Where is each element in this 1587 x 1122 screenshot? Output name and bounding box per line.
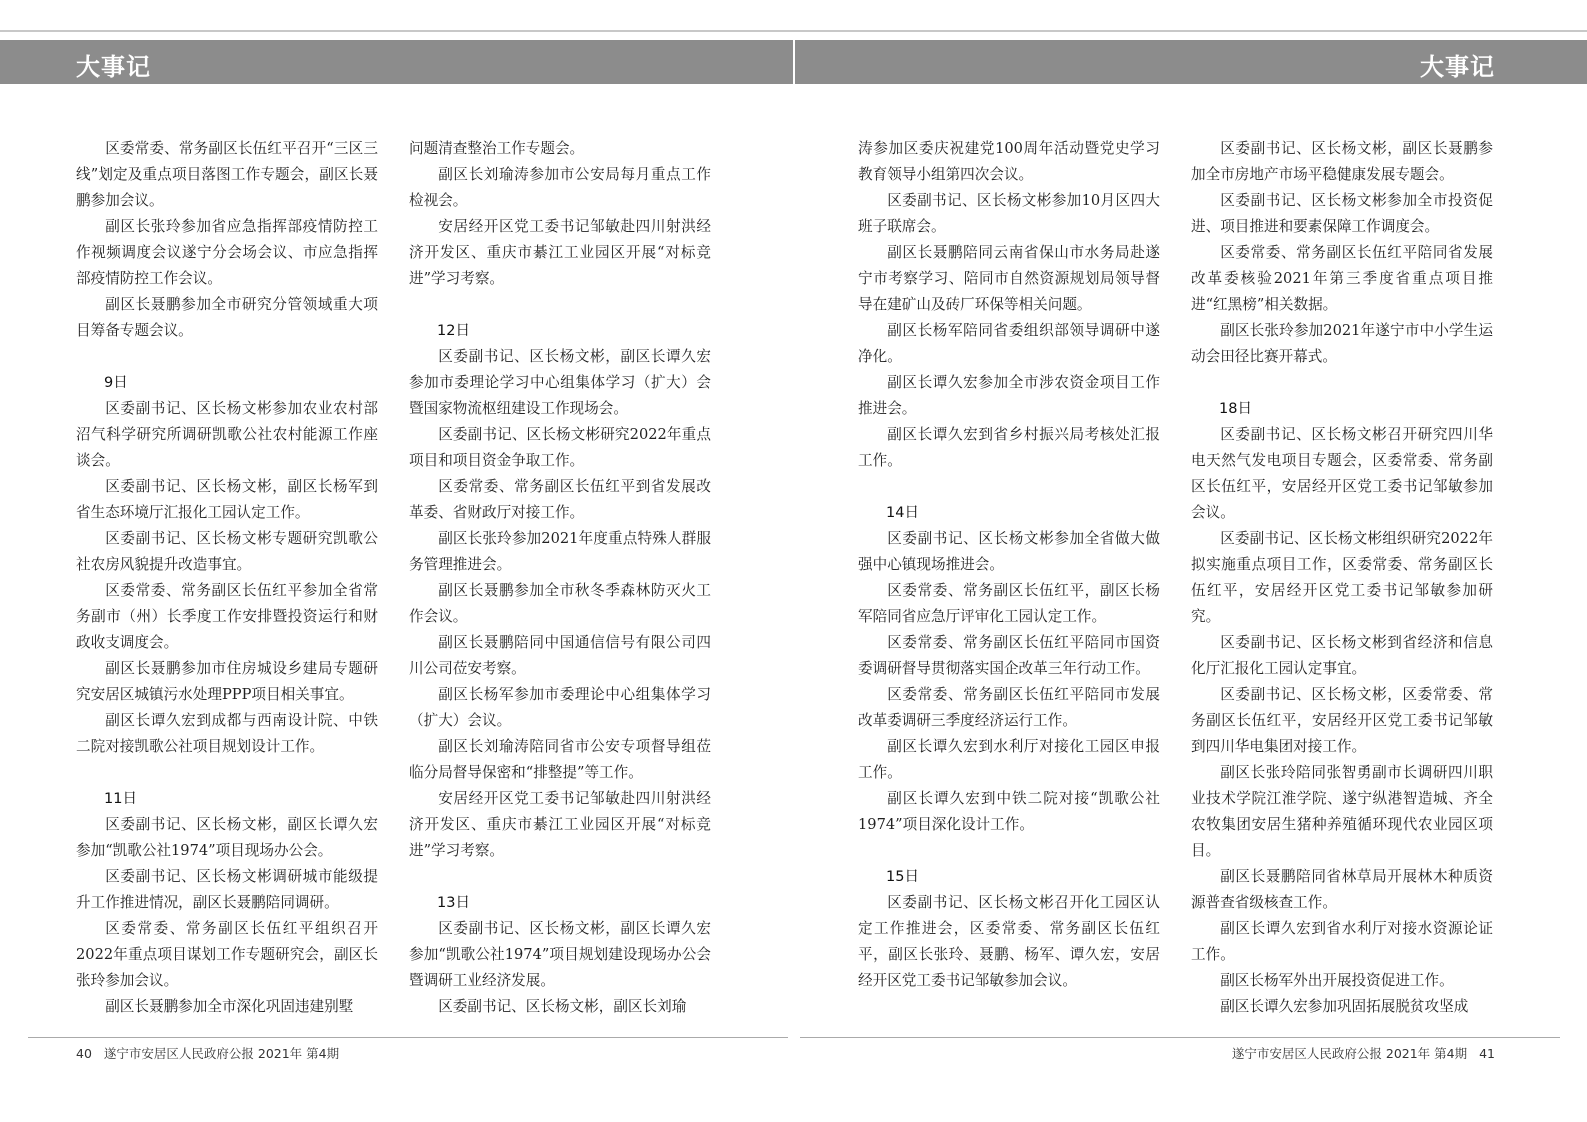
footer-publication-left: 遂宁市安居区人民政府公报 2021年 第4期 (103, 1046, 340, 1061)
entry-paragraph: 副区长杨军参加市委理论中心组集体学习（扩大）会议。 (409, 686, 711, 729)
entry-paragraph: 副区长谭久宏到省水利厅对接水资源论证工作。 (1191, 920, 1493, 963)
entry-paragraph: 区委常委、常务副区长伍红平陪同市发展改革委调研三季度经济运行工作。 (858, 686, 1160, 729)
entry-paragraph: 区委常委、常务副区长伍红平召开“三区三线”划定及重点项目落图工作专题会，副区长聂鹏参加会议。 (76, 140, 378, 209)
entry-paragraph: 副区长聂鹏陪同云南省保山市水务局赴遂宁市考察学习、陪同市自然资源规划局领导督导在建矿山及砖厂环保等相关问题。 (858, 244, 1160, 313)
entry-paragraph: 安居经开区党工委书记邹敏赴四川射洪经济开发区、重庆市綦江工业园区开展“对标竞进”学习考察。 (409, 790, 711, 859)
section-title-right: 大事记 (1420, 53, 1495, 81)
entry-paragraph: 副区长聂鹏参加全市深化巩固违建别墅 (105, 998, 354, 1015)
entry-paragraph: 区委副书记、区长杨文彬，区委常委、常务副区长伍红平，安居经开区党工委书记邹敏到四川华电集团对接工作。 (1191, 686, 1493, 755)
entry-paragraph: 安居经开区党工委书记邹敏赴四川射洪经济开发区、重庆市綦江工业园区开展“对标竞进”学习考察。 (409, 218, 711, 287)
entry-paragraph: 副区长杨军陪同省委组织部领导调研中遂净化。 (858, 322, 1160, 365)
date-heading: 14日 (886, 505, 919, 521)
date-heading: 12日 (437, 323, 470, 339)
entry-paragraph: 副区长聂鹏陪同中国通信信号有限公司四川公司莅安考察。 (409, 634, 711, 677)
text-column-4 (1191, 136, 1493, 1020)
entry-paragraph: 区委副书记、区长杨文彬召开研究四川华电天然气发电项目专题会，区委常委、常务副区长伍红平，安居经开区党工委书记邹敏参加会议。 (1191, 426, 1493, 521)
entry-paragraph: 区委副书记、区长杨文彬，副区长谭久宏参加“凯歌公社1974”项目规划建设现场办公会暨调研工业经济发展。 (409, 920, 711, 989)
entry-paragraph: 副区长谭久宏到中铁二院对接“凯歌公社1974”项目深化设计工作。 (858, 790, 1160, 833)
date-heading: 11日 (104, 791, 137, 807)
entry-paragraph: 区委副书记、区长杨文彬，副区长谭久宏参加“凯歌公社1974”项目现场办公会。 (76, 816, 378, 859)
section-title-left: 大事记 (76, 53, 151, 81)
page-number-right: 41 (1479, 1046, 1495, 1061)
entry-paragraph: 副区长谭久宏参加巩固拓展脱贫攻坚成 (1220, 998, 1469, 1015)
entry-paragraph: 区委常委、常务副区长伍红平，副区长杨军陪同省应急厅评审化工园认定工作。 (858, 582, 1160, 625)
entry-paragraph: 副区长刘瑜涛参加市公安局每月重点工作检视会。 (409, 166, 711, 209)
entry-paragraph: 区委副书记、区长杨文彬调研城市能级提升工作推进情况，副区长聂鹏陪同调研。 (76, 868, 378, 911)
entry-paragraph: 副区长谭久宏到省乡村振兴局考核处汇报工作。 (858, 426, 1160, 469)
footer-publication-right: 遂宁市安居区人民政府公报 2021年 第4期 (1231, 1046, 1468, 1061)
entry-paragraph: 区委副书记、区长杨文彬参加全省做大做强中心镇现场推进会。 (858, 530, 1160, 573)
entry-paragraph: 副区长杨军外出开展投资促进工作。 (1220, 972, 1454, 989)
entry-paragraph: 副区长谭久宏到成都与西南设计院、中铁二院对接凯歌公社项目规划设计工作。 (76, 712, 378, 755)
entry-paragraph: 区委副书记、区长杨文彬参加农业农村部沼气科学研究所调研凯歌公社农村能源工作座谈会。 (76, 400, 378, 469)
date-heading: 9日 (104, 375, 128, 391)
footer-left (76, 1044, 339, 1062)
entry-paragraph: 副区长聂鹏参加全市秋冬季森林防灭火工作会议。 (409, 582, 711, 625)
entry-paragraph: 区委副书记、区长杨文彬，副区长刘瑜 (438, 998, 687, 1015)
entry-paragraph: 副区长聂鹏陪同省林草局开展林木种质资源普查省级核查工作。 (1191, 868, 1493, 911)
date-heading: 13日 (437, 895, 470, 911)
entry-paragraph: 副区长聂鹏参加市住房城设乡建局专题研究安居区城镇污水处理PPP项目相关事宜。 (76, 660, 378, 703)
entry-paragraph: 副区长张玲陪同张智勇副市长调研四川职业技术学院江淮学院、遂宁纵港智造城、齐全农牧集团安居生猪种养殖循环现代农业园区项目。 (1191, 764, 1493, 859)
entry-paragraph: 区委常委、常务副区长伍红平陪同省发展改革委核验2021年第三季度省重点项目推进“红黑榜”相关数据。 (1191, 244, 1493, 313)
entry-paragraph: 副区长刘瑜涛陪同省市公安专项督导组莅临分局督导保密和“排整提”等工作。 (409, 738, 711, 781)
section-banner-left (0, 40, 793, 84)
top-rule (0, 30, 1587, 32)
entry-paragraph: 区委常委、常务副区长伍红平到省发展改革委、省财政厅对接工作。 (409, 478, 711, 521)
entry-paragraph: 区委副书记、区长杨文彬，副区长谭久宏参加市委理论学习中心组集体学习（扩大）会暨国家物流枢纽建设工作现场会。 (409, 348, 711, 417)
entry-paragraph: 区委副书记、区长杨文彬参加10月区四大班子联席会。 (858, 192, 1160, 235)
entry-paragraph: 副区长张玲参加2021年度重点特殊人群服务管理推进会。 (409, 530, 711, 573)
continued-paragraph: 问题清查整治工作专题会。 (409, 140, 585, 157)
entry-paragraph: 副区长张玲参加省应急指挥部疫情防控工作视频调度会议遂宁分会场会议、市应急指挥部疫情防控工作会议。 (76, 218, 378, 287)
page-number-left: 40 (76, 1046, 92, 1061)
entry-paragraph: 区委副书记、区长杨文彬召开化工园区认定工作推进会，区委常委、常务副区长伍红平，副区长张玲、聂鹏、杨军、谭久宏，安居经开区党工委书记邹敏参加会议。 (858, 894, 1160, 989)
entry-paragraph: 区委副书记、区长杨文彬到省经济和信息化厅汇报化工园认定事宜。 (1191, 634, 1493, 677)
footer-rule-left (28, 1037, 788, 1038)
footer-right (1232, 1044, 1495, 1062)
footer-rule-right (800, 1037, 1560, 1038)
date-heading: 18日 (1219, 401, 1252, 417)
entry-paragraph: 区委常委、常务副区长伍红平组织召开2022年重点项目谋划工作专题研究会，副区长张玲参加会议。 (76, 920, 378, 989)
text-column-1 (76, 136, 378, 1020)
date-heading: 15日 (886, 869, 919, 885)
entry-paragraph: 区委副书记、区长杨文彬组织研究2022年拟实施重点项目工作，区委常委、常务副区长伍红平，安居经开区党工委书记邹敏参加研究。 (1191, 530, 1493, 625)
text-column-2 (409, 136, 711, 1020)
entry-paragraph: 区委副书记、区长杨文彬参加全市投资促进、项目推进和要素保障工作调度会。 (1191, 192, 1493, 235)
entry-paragraph: 区委常委、常务副区长伍红平参加全省常务副市（州）长季度工作安排暨投资运行和财政收支调度会。 (76, 582, 378, 651)
entry-paragraph: 副区长张玲参加2021年遂宁市中小学生运动会田径比赛开幕式。 (1191, 322, 1493, 365)
entry-paragraph: 区委常委、常务副区长伍红平陪同市国资委调研督导贯彻落实国企改革三年行动工作。 (858, 634, 1160, 677)
text-column-3 (858, 136, 1160, 994)
entry-paragraph: 区委副书记、区长杨文彬研究2022年重点项目和项目资金争取工作。 (409, 426, 711, 469)
entry-paragraph: 副区长谭久宏到水利厅对接化工园区申报工作。 (858, 738, 1160, 781)
continued-paragraph: 涛参加区委庆祝建党100周年活动暨党史学习教育领导小组第四次会议。 (858, 140, 1160, 183)
entry-paragraph: 区委副书记、区长杨文彬，副区长聂鹏参加全市房地产市场平稳健康发展专题会。 (1191, 140, 1493, 183)
section-banner-right (795, 40, 1587, 84)
entry-paragraph: 副区长聂鹏参加全市研究分管领域重大项目筹备专题会议。 (76, 296, 378, 339)
entry-paragraph: 区委副书记、区长杨文彬，副区长杨军到省生态环境厅汇报化工园认定工作。 (76, 478, 378, 521)
entry-paragraph: 区委副书记、区长杨文彬专题研究凯歌公社农房风貌提升改造事宜。 (76, 530, 378, 573)
entry-paragraph: 副区长谭久宏参加全市涉农资金项目工作推进会。 (858, 374, 1160, 417)
